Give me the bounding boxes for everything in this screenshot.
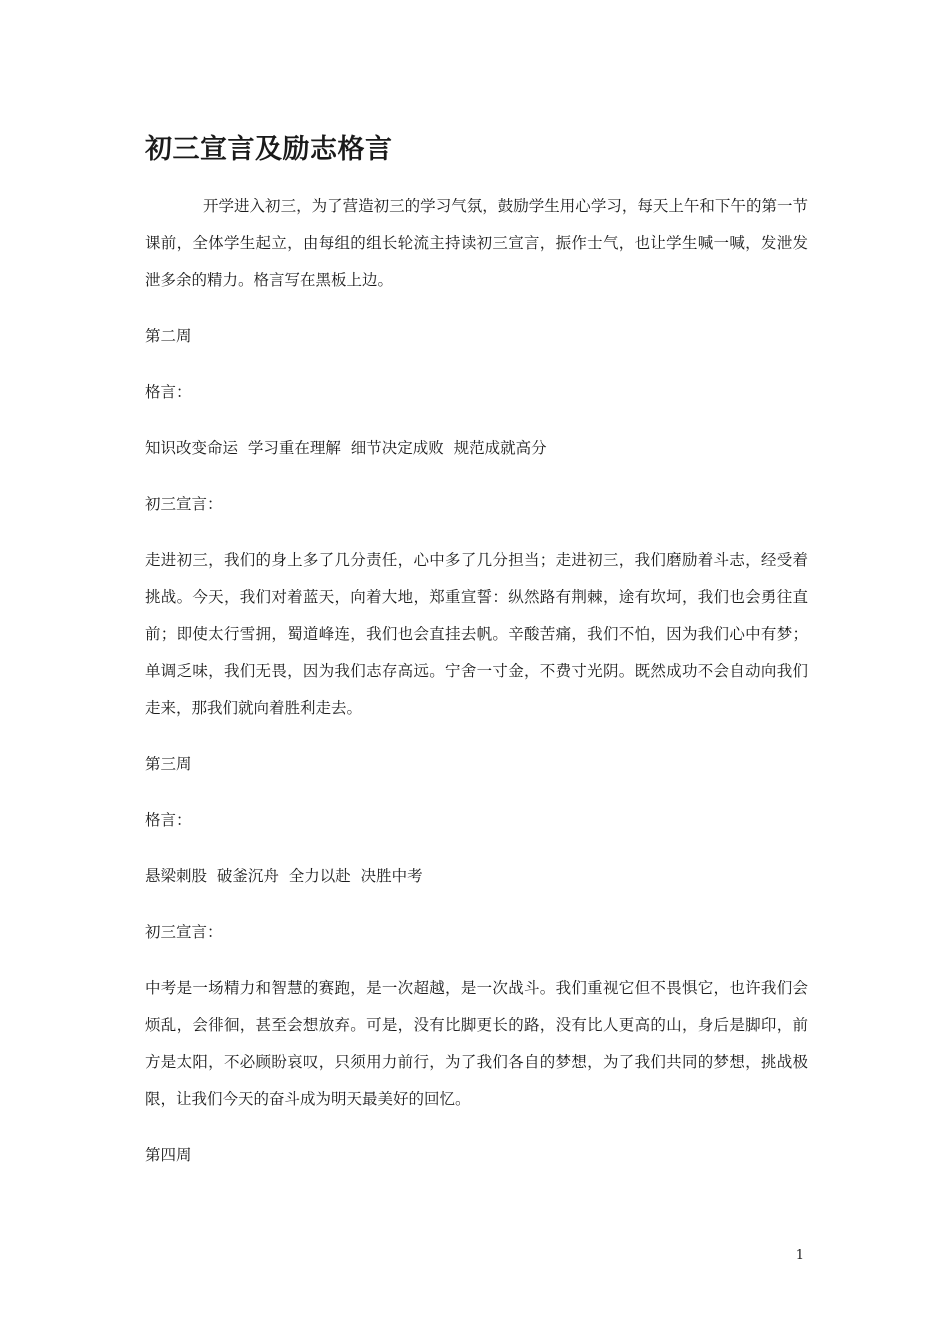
declaration-label: 初三宣言： [145,923,223,941]
declaration-label: 初三宣言： [145,495,223,513]
motto-label: 格言： [145,383,192,401]
week-heading: 第四周 [145,1146,192,1164]
declaration-text: 走进初三，我们的身上多了几分责任，心中多了几分担当；走进初三，我们磨励着斗志，经受着挑战。今天，我们对着蓝天，向着大地，郑重宣誓：纵然路有荆棘，途有坎坷，我们也会勇往直前；即使太行雪拥，蜀道峰连，我们也会直挂去帆。辛酸苦痛，我们不怕，因为我们心中有梦；单调乏味，我们无畏，因为我们志存高远。宁舍一寸金，不费寸光阴。既然成功不会自动向我们走来，那我们就向着胜利走去。 [145,551,808,717]
week-heading: 第二周 [145,327,192,345]
motto-label: 格言： [145,811,192,829]
page-number: 1 [795,1248,804,1263]
week-heading: 第三周 [145,755,192,773]
motto-text: 知识改变命运 学习重在理解 细节决定成败 规范成就高分 [145,439,547,457]
intro-paragraph: 开学进入初三，为了营造初三的学习气氛，鼓励学生用心学习，每天上午和下午的第一节课前，全体学生起立，由每组的组长轮流主持读初三宣言，振作士气，也让学生喊一喊，发泄发泄多余的精力。格言写在黑板上边。 [145,197,808,289]
document-title: 初三宣言及励志格言 [145,134,393,165]
motto-text: 悬梁刺股 破釜沉舟 全力以赴 决胜中考 [145,867,423,885]
declaration-text: 中考是一场精力和智慧的赛跑，是一次超越，是一次战斗。我们重视它但不畏惧它，也许我们会烦乱，会徘徊，甚至会想放弃。可是，没有比脚更长的路，没有比人更高的山，身后是脚印，前方是太阳，不必顾盼哀叹，只须用力前行，为了我们各自的梦想，为了我们共同的梦想，挑战极限，让我们今天的奋斗成为明天最美好的回忆。 [145,979,808,1108]
document-body [145,128,808,1193]
